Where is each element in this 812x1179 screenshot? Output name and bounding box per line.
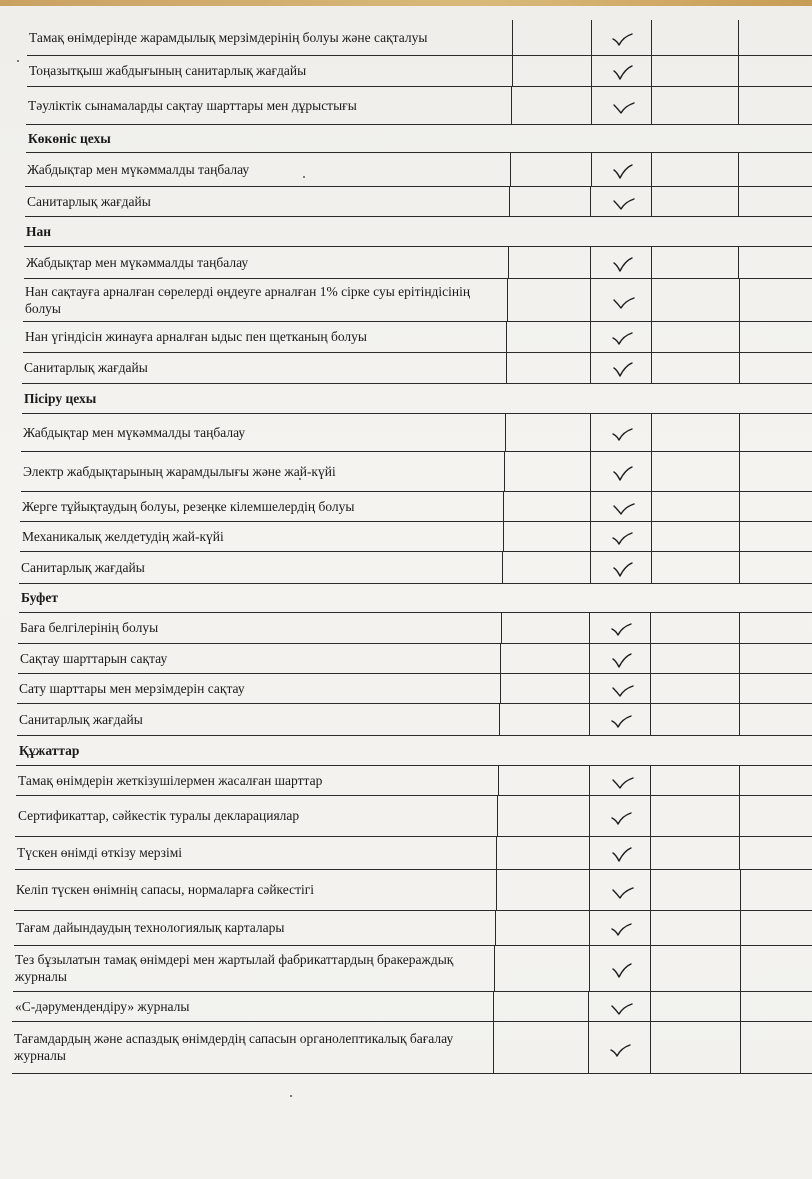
criterion-text: Тамақ өнімдерін жеткізушілермен жасалған шарттар xyxy=(18,772,323,788)
checklist-row xyxy=(0,836,812,869)
checkmark-icon xyxy=(611,531,633,547)
section-header-row xyxy=(0,735,812,765)
column-divider xyxy=(589,836,590,869)
row-rule xyxy=(14,910,812,911)
row-rule xyxy=(21,451,812,452)
checklist-row xyxy=(0,246,812,278)
column-divider xyxy=(589,795,590,836)
column-divider xyxy=(511,86,512,124)
paper-speck xyxy=(303,176,305,178)
checklist-row xyxy=(0,1021,812,1073)
column-divider xyxy=(589,765,590,795)
column-divider xyxy=(738,186,739,216)
criterion-text: Сертификаттар, сәйкестік туралы декларациялар xyxy=(18,808,300,823)
checklist-row xyxy=(0,413,812,451)
column-divider xyxy=(651,352,652,383)
column-divider xyxy=(738,152,739,186)
section-title: Буфет xyxy=(21,590,58,605)
column-divider xyxy=(651,152,652,186)
column-divider xyxy=(651,321,652,352)
column-divider xyxy=(498,765,499,795)
column-divider xyxy=(590,321,591,352)
column-divider xyxy=(651,278,652,321)
row-rule xyxy=(25,216,812,217)
criterion-text: Тоңазытқыш жабдығының санитарлық жағдайы xyxy=(29,63,307,78)
column-divider xyxy=(495,910,496,945)
section-header-row xyxy=(0,124,812,152)
checkmark-icon xyxy=(612,65,634,81)
criterion-text: Механикалық желдетудің жай-күйі xyxy=(22,528,224,544)
criterion-text: Жабдықтар мен мүкәммалды таңбалау xyxy=(23,424,246,440)
column-divider xyxy=(650,1021,651,1073)
column-divider xyxy=(502,551,503,583)
column-divider xyxy=(589,643,590,673)
checkmark-icon xyxy=(611,32,633,48)
row-rule xyxy=(19,612,812,613)
criterion-text: Санитарлық жағдайы xyxy=(27,193,151,209)
column-divider xyxy=(739,321,740,352)
column-divider xyxy=(651,246,652,278)
checklist-row xyxy=(0,765,812,795)
column-divider xyxy=(493,1021,494,1073)
checkmark-icon xyxy=(612,562,634,578)
column-divider xyxy=(650,910,651,945)
column-divider xyxy=(497,795,498,836)
column-divider xyxy=(740,1021,741,1073)
row-rule xyxy=(17,703,812,704)
row-rule xyxy=(16,795,812,796)
column-divider xyxy=(506,352,507,383)
column-divider xyxy=(510,152,511,186)
criterion-text: Жабдықтар мен мүкәммалды таңбалау xyxy=(26,254,249,270)
checklist-row xyxy=(0,521,812,551)
criterion-text: Санитарлық жағдайы xyxy=(21,559,145,575)
column-divider xyxy=(589,673,590,703)
criterion-text: Тамақ өнімдерінде жарамдылық мерзімдерінің болуы және сақталуы xyxy=(29,30,428,45)
criterion-text: Тәуліктік сынамаларды сақтау шарттары мен дұрыстығы xyxy=(28,97,357,113)
column-divider xyxy=(739,278,740,321)
row-rule xyxy=(19,583,812,584)
column-divider xyxy=(589,703,590,735)
section-header-row xyxy=(0,383,812,413)
checkmark-icon xyxy=(613,501,635,517)
column-divider xyxy=(591,20,592,55)
row-rule xyxy=(18,673,812,674)
column-divider xyxy=(494,945,495,991)
checklist-row xyxy=(0,86,812,124)
column-divider xyxy=(588,1021,589,1073)
column-divider xyxy=(590,413,591,451)
column-divider xyxy=(507,278,508,321)
checklist-row xyxy=(0,152,812,186)
row-rule xyxy=(17,735,812,736)
column-divider xyxy=(590,451,591,491)
column-divider xyxy=(739,551,740,583)
criterion-text: Санитарлық жағдайы xyxy=(24,360,148,375)
checklist-row xyxy=(0,278,812,321)
checklist-row xyxy=(0,612,812,643)
criterion-text: Баға белгілерінің болуы xyxy=(20,620,159,635)
column-divider xyxy=(499,703,500,735)
criterion-text: Нан сақтауға арналған сөрелерді өңдеуге арналған 1% сірке суы ерітіндісінің болуы xyxy=(25,283,471,316)
column-divider xyxy=(650,765,651,795)
row-rule xyxy=(20,551,812,552)
row-rule xyxy=(16,765,812,766)
row-rule xyxy=(14,945,812,946)
section-title: Құжаттар xyxy=(19,742,80,758)
column-divider xyxy=(589,612,590,643)
section-title: Пісіру цехы xyxy=(24,390,97,406)
checkmark-icon xyxy=(611,331,633,347)
column-divider xyxy=(589,945,590,991)
column-divider xyxy=(590,551,591,583)
column-divider xyxy=(512,20,513,55)
checkmark-icon xyxy=(612,362,634,378)
checklist-row xyxy=(0,869,812,910)
column-divider xyxy=(508,246,509,278)
column-divider xyxy=(738,86,739,124)
column-divider xyxy=(500,673,501,703)
section-header-row xyxy=(0,216,812,246)
checklist-row xyxy=(0,321,812,352)
column-divider xyxy=(589,910,590,945)
row-rule xyxy=(27,86,812,87)
criterion-text: Жабдықтар мен мүкәммалды таңбалау xyxy=(27,161,250,177)
column-divider xyxy=(591,152,592,186)
column-divider xyxy=(590,186,591,216)
row-rule xyxy=(26,124,812,125)
column-divider xyxy=(738,20,739,55)
column-divider xyxy=(501,612,502,643)
checkmark-icon xyxy=(611,653,633,669)
column-divider xyxy=(740,991,741,1021)
column-divider xyxy=(504,451,505,491)
column-divider xyxy=(500,643,501,673)
criterion-text: Тез бұзылатын тамақ өнімдері мен жартылай фабрикаттардың бракераждық журналы xyxy=(15,952,454,984)
column-divider xyxy=(591,86,592,124)
checkmark-icon xyxy=(612,683,634,699)
column-divider xyxy=(503,521,504,551)
column-divider xyxy=(589,869,590,910)
row-rule xyxy=(23,321,812,322)
column-divider xyxy=(739,795,740,836)
checklist-row xyxy=(0,55,812,86)
column-divider xyxy=(493,991,494,1021)
checkmark-icon xyxy=(611,847,633,863)
row-rule xyxy=(15,836,812,837)
column-divider xyxy=(739,673,740,703)
checklist-row xyxy=(0,352,812,383)
checklist-row xyxy=(0,186,812,216)
column-divider xyxy=(739,521,740,551)
column-divider xyxy=(739,352,740,383)
checkmark-icon xyxy=(613,100,635,116)
criterion-text: Электр жабдықтарының жарамдылығы және жай-күйі xyxy=(23,463,336,479)
criterion-text: Тағам дайындаудың технологиялық карталары xyxy=(16,920,285,935)
criterion-text: Сақтау шарттарын сақтау xyxy=(20,650,168,666)
criterion-text: Түскен өнімді өткізу мерзімі xyxy=(17,845,183,860)
checkmark-icon xyxy=(613,196,635,212)
checklist-row xyxy=(0,643,812,673)
column-divider xyxy=(650,836,651,869)
column-divider xyxy=(650,703,651,735)
column-divider xyxy=(739,451,740,491)
column-divider xyxy=(650,643,651,673)
checkmark-icon xyxy=(612,257,634,273)
checkmark-icon xyxy=(611,1001,633,1017)
checklist-row xyxy=(0,551,812,583)
section-header-row xyxy=(0,583,812,612)
checkmark-icon xyxy=(610,922,632,938)
column-divider xyxy=(506,321,507,352)
row-rule xyxy=(18,643,812,644)
section-title: Көкөніс цехы xyxy=(28,130,111,146)
row-rule xyxy=(24,278,812,279)
column-divider xyxy=(590,491,591,521)
column-divider xyxy=(651,186,652,216)
criterion-text: «С-дәрумендендіру» журналы xyxy=(15,998,190,1014)
column-divider xyxy=(588,991,589,1021)
section-title: Нан xyxy=(26,223,52,239)
checkmark-icon xyxy=(612,885,634,901)
row-rule xyxy=(15,869,812,870)
column-divider xyxy=(739,765,740,795)
column-divider xyxy=(590,246,591,278)
column-divider xyxy=(590,352,591,383)
row-rule xyxy=(21,491,812,492)
criterion-text: Келіп түскен өнімнің сапасы, нормаларға сәйкестігі xyxy=(16,882,315,897)
column-divider xyxy=(650,612,651,643)
column-divider xyxy=(651,413,652,451)
checkmark-icon xyxy=(610,811,632,827)
criterion-text: Сату шарттары мен мерзімдерін сақтау xyxy=(19,680,245,696)
column-divider xyxy=(739,703,740,735)
checkmark-icon xyxy=(610,622,632,638)
column-divider xyxy=(651,551,652,583)
column-divider xyxy=(739,491,740,521)
checklist-row xyxy=(0,991,812,1021)
column-divider xyxy=(738,246,739,278)
criterion-text: Нан үгіндісін жинауға арналған ыдыс пен щетканың болуы xyxy=(25,329,367,344)
paper-speck xyxy=(17,60,19,62)
checklist-row xyxy=(0,945,812,991)
column-divider xyxy=(740,945,741,991)
column-divider xyxy=(651,521,652,551)
column-divider xyxy=(650,991,651,1021)
row-rule xyxy=(24,246,812,247)
row-rule xyxy=(23,352,812,353)
checkmark-icon xyxy=(611,427,633,443)
checklist-row xyxy=(0,491,812,521)
column-divider xyxy=(651,20,652,55)
row-rule xyxy=(27,55,812,56)
criterion-text: Жерге тұйықтаудың болуы, резеңке кілемшелердің болуы xyxy=(22,498,355,514)
checkmark-icon xyxy=(609,1043,631,1059)
checklist-row xyxy=(0,795,812,836)
column-divider xyxy=(496,869,497,910)
checkmark-icon xyxy=(612,466,634,482)
checkmark-icon xyxy=(612,164,634,180)
column-divider xyxy=(651,451,652,491)
checklist-row xyxy=(0,703,812,735)
row-rule xyxy=(12,1021,812,1022)
criterion-text: Санитарлық жағдайы xyxy=(19,711,143,727)
column-divider xyxy=(509,186,510,216)
paper-speck xyxy=(299,478,301,480)
checklist-row xyxy=(0,20,812,55)
checkmark-icon xyxy=(611,963,633,979)
checkmark-icon xyxy=(612,775,634,791)
column-divider xyxy=(651,86,652,124)
column-divider xyxy=(740,869,741,910)
row-rule xyxy=(12,1073,812,1074)
column-divider xyxy=(738,55,739,86)
row-rule xyxy=(22,413,812,414)
column-divider xyxy=(650,673,651,703)
row-rule xyxy=(25,186,812,187)
column-divider xyxy=(512,55,513,86)
row-rule xyxy=(20,521,812,522)
column-divider xyxy=(590,521,591,551)
column-divider xyxy=(739,643,740,673)
row-rule xyxy=(13,991,812,992)
column-divider xyxy=(650,795,651,836)
checkmark-icon xyxy=(610,714,632,730)
column-divider xyxy=(651,491,652,521)
paper-speck xyxy=(290,1095,292,1097)
column-divider xyxy=(590,278,591,321)
column-divider xyxy=(496,836,497,869)
column-divider xyxy=(650,945,651,991)
row-rule xyxy=(22,383,812,384)
column-divider xyxy=(740,910,741,945)
paper-edge xyxy=(0,0,812,6)
column-divider xyxy=(505,413,506,451)
criterion-text: Тағамдардың және аспаздық өнімдердің сапасын органолептикалық бағалау журналы xyxy=(14,1031,454,1063)
row-rule xyxy=(26,152,812,153)
column-divider xyxy=(651,55,652,86)
checkmark-icon xyxy=(613,295,635,311)
checklist-row xyxy=(0,673,812,703)
column-divider xyxy=(650,869,651,910)
column-divider xyxy=(739,413,740,451)
checklist-row xyxy=(0,451,812,491)
column-divider xyxy=(503,491,504,521)
column-divider xyxy=(739,836,740,869)
column-divider xyxy=(739,612,740,643)
column-divider xyxy=(591,55,592,86)
checklist-row xyxy=(0,910,812,945)
